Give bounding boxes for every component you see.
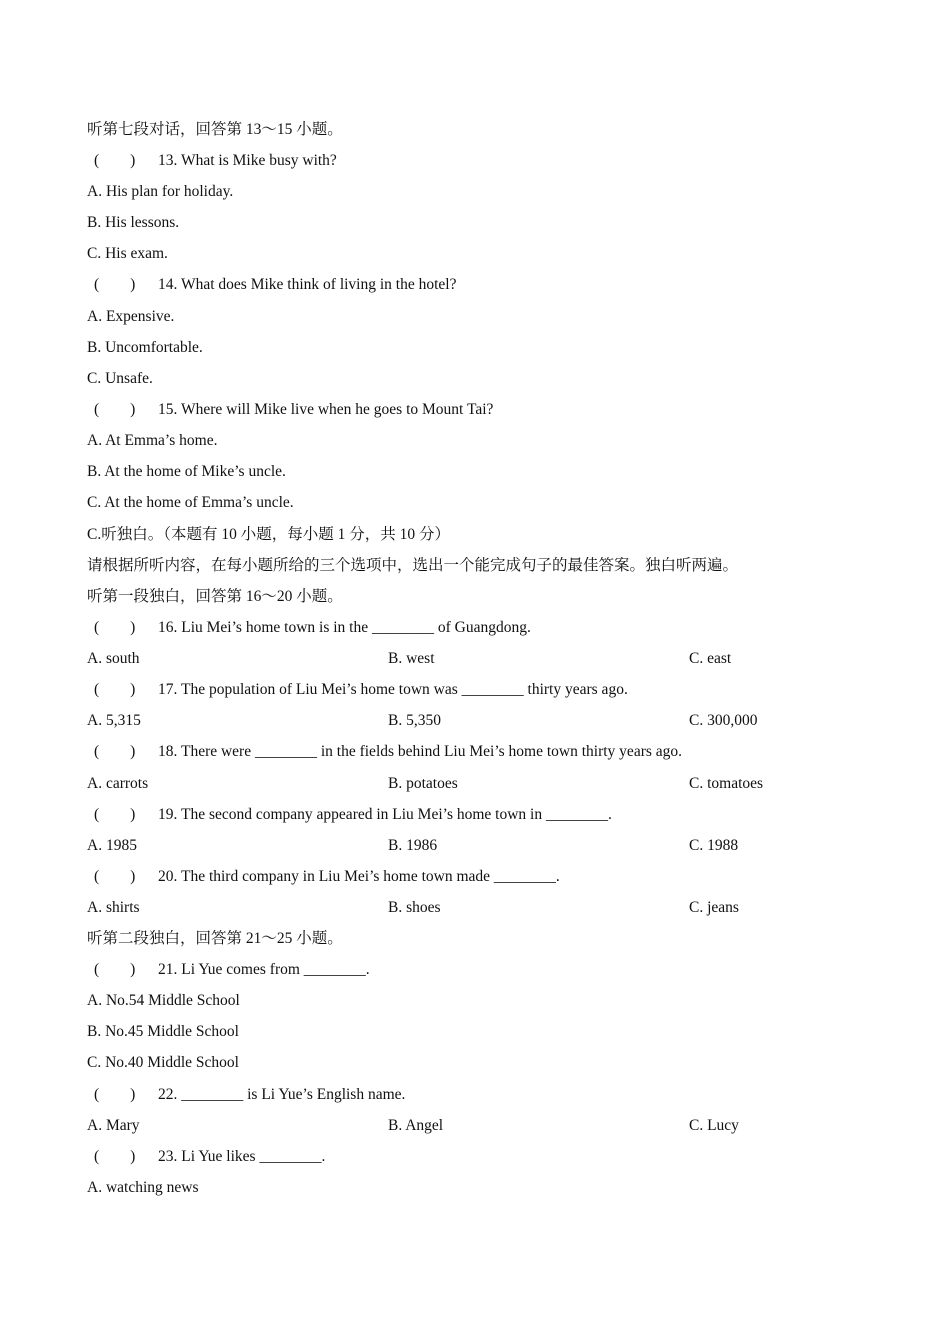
options-22 <box>87 1114 867 1138</box>
option-13a: A. His plan for holiday. <box>87 183 234 200</box>
question-21 <box>94 958 370 982</box>
answer-blank: ( ) <box>94 743 136 760</box>
question-text: 18. There were ________ in the fields behind Liu Mei’s home town thirty years ago. <box>158 743 683 760</box>
option-17b: B. 5,350 <box>388 712 441 729</box>
option-16c: C. east <box>689 650 732 667</box>
option-19a: A. 1985 <box>87 837 137 854</box>
question-16 <box>94 616 531 640</box>
answer-blank: ( ) <box>94 806 136 823</box>
section-7-intro: 听第七段对话，回答第 13～15 小题。 <box>87 121 343 138</box>
option-18a: A. carrots <box>87 775 149 792</box>
answer-blank: ( ) <box>94 619 136 636</box>
option-16b: B. west <box>388 650 435 667</box>
option-14b: B. Uncomfortable. <box>87 339 203 356</box>
option-13b: B. His lessons. <box>87 214 180 231</box>
answer-blank: ( ) <box>94 276 136 293</box>
part-c-instruction: 请根据所听内容，在每小题所给的三个选项中，选出一个能完成句子的最佳答案。独白听两遍。 <box>87 557 739 574</box>
option-22a: A. Mary <box>87 1117 140 1134</box>
options-19 <box>87 834 867 858</box>
option-17c: C. 300,000 <box>689 712 758 729</box>
option-14c: C. Unsafe. <box>87 370 153 387</box>
monologue-2-intro: 听第二段独白，回答第 21～25 小题。 <box>87 930 343 947</box>
question-text: 19. The second company appeared in Liu Mei’s home town in ________. <box>158 806 612 823</box>
question-text: 15. Where will Mike live when he goes to Mount Tai? <box>158 401 494 418</box>
options-20 <box>87 896 867 920</box>
question-text: 14. What does Mike think of living in the hotel? <box>158 276 457 293</box>
option-19b: B. 1986 <box>388 837 438 854</box>
part-c-title: C.听独白。（本题有 10 小题，每小题 1 分，共 10 分） <box>87 526 450 543</box>
question-22 <box>94 1083 405 1107</box>
question-19 <box>94 803 612 827</box>
monologue-1-intro: 听第一段独白，回答第 16～20 小题。 <box>87 588 343 605</box>
question-15 <box>94 398 493 422</box>
answer-blank: ( ) <box>94 868 136 885</box>
question-18 <box>94 740 682 764</box>
option-15a: A. At Emma’s home. <box>87 432 218 449</box>
option-15c: C. At the home of Emma’s uncle. <box>87 494 294 511</box>
question-14 <box>94 273 456 297</box>
question-13 <box>94 149 337 173</box>
option-22c: C. Lucy <box>689 1117 739 1134</box>
answer-blank: ( ) <box>94 1148 136 1165</box>
answer-blank: ( ) <box>94 961 136 978</box>
options-17 <box>87 709 867 733</box>
option-20b: B. shoes <box>388 899 441 916</box>
option-18b: B. potatoes <box>388 775 458 792</box>
option-18c: C. tomatoes <box>689 775 764 792</box>
options-18 <box>87 772 867 796</box>
option-20c: C. jeans <box>689 899 739 916</box>
question-text: 21. Li Yue comes from ________. <box>158 961 370 978</box>
question-text: 20. The third company in Liu Mei’s home town made ________. <box>158 868 560 885</box>
question-text: 13. What is Mike busy with? <box>158 152 337 169</box>
option-14a: A. Expensive. <box>87 308 175 325</box>
option-16a: A. south <box>87 650 140 667</box>
answer-blank: ( ) <box>94 1086 136 1103</box>
option-21b: B. No.45 Middle School <box>87 1023 239 1040</box>
question-20 <box>94 865 560 889</box>
answer-blank: ( ) <box>94 152 136 169</box>
option-17a: A. 5,315 <box>87 712 141 729</box>
question-text: 22. ________ is Li Yue’s English name. <box>158 1086 406 1103</box>
option-20a: A. shirts <box>87 899 140 916</box>
option-21a: A. No.54 Middle School <box>87 992 240 1009</box>
options-16 <box>87 647 867 671</box>
question-text: 17. The population of Liu Mei’s home town was ________ thirty years ago. <box>158 681 628 698</box>
option-19c: C. 1988 <box>689 837 739 854</box>
question-text: 16. Liu Mei’s home town is in the ________ of Guangdong. <box>158 619 531 636</box>
answer-blank: ( ) <box>94 401 136 418</box>
question-text: 23. Li Yue likes ________. <box>158 1148 326 1165</box>
answer-blank: ( ) <box>94 681 136 698</box>
option-23a: A. watching news <box>87 1179 199 1196</box>
question-23 <box>94 1145 325 1169</box>
option-21c: C. No.40 Middle School <box>87 1054 239 1071</box>
option-13c: C. His exam. <box>87 245 168 262</box>
option-22b: B. Angel <box>388 1117 444 1134</box>
option-15b: B. At the home of Mike’s uncle. <box>87 463 286 480</box>
question-17 <box>94 678 628 702</box>
